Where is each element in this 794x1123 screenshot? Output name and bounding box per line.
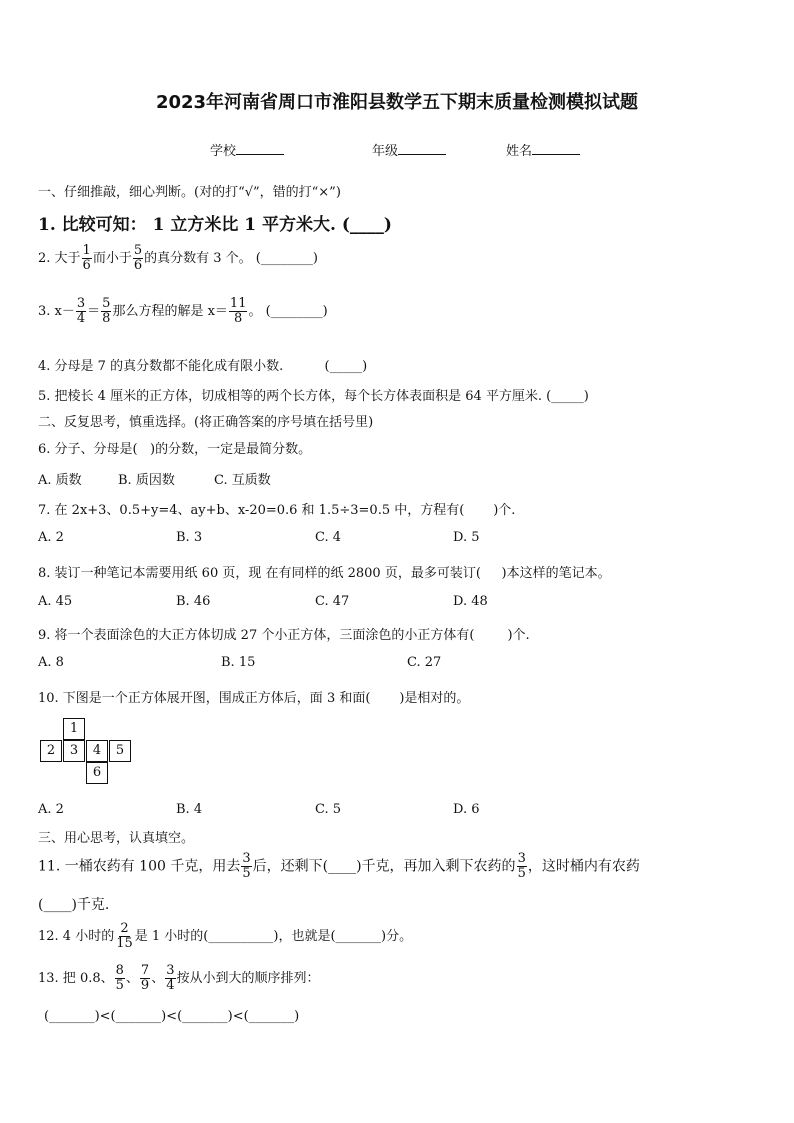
question-7: 7. 在 2x+3、0.5+y=4、ay+b、x-20=0.6 和 1.5÷3=0.5 中，方程有( )个.	[38, 503, 516, 518]
q10-option-b[interactable]: B. 4	[176, 802, 203, 817]
q11-f2-num: 3	[517, 851, 526, 866]
grade-label: 年级	[372, 144, 399, 159]
question-10: 10. 下图是一个正方体展开图，围成正方体后，面 3 和面( )是相对的。	[38, 691, 470, 706]
school-label: 学校	[210, 144, 237, 159]
q13-f2-num: 7	[140, 963, 150, 978]
q8-option-a[interactable]: A. 45	[38, 594, 73, 609]
q3-f2-den: 8	[102, 311, 111, 326]
page-title: 2023年河南省周口市淮阳县数学五下期末质量检测模拟试题	[155, 92, 639, 113]
q3-fraction-3	[229, 297, 248, 326]
q13-f3-den: 4	[166, 978, 175, 993]
q2-text-c: 的真分数有 3 个。 (________)	[144, 251, 318, 266]
question-3	[38, 297, 328, 326]
question-2	[38, 244, 318, 273]
q13-fraction-3	[165, 964, 175, 993]
net-face-2: 2	[40, 740, 62, 762]
q6-option-c[interactable]: C. 互质数	[214, 473, 271, 488]
question-8: 8. 装订一种笔记本需要用纸 60 页，现 在有同样的纸 2800 页，最多可装订( )本这样的笔记本。	[38, 566, 611, 581]
q11-f2-den: 5	[517, 866, 526, 881]
question-4: 4. 分母是 7 的真分数都不能化成有限小数. (_____)	[38, 359, 368, 374]
q13-sep-2: 、	[151, 971, 165, 986]
q6-option-a[interactable]: A. 质数	[38, 473, 82, 488]
q11-fraction-2	[517, 852, 527, 881]
q12-f-den: 15	[116, 936, 133, 951]
name-blank[interactable]	[532, 142, 580, 155]
q11-fraction-1	[241, 852, 251, 881]
q13-f1-num: 8	[115, 963, 124, 978]
grade-field	[372, 140, 446, 159]
q12-fraction	[115, 922, 134, 951]
q13-f2-den: 9	[140, 978, 150, 993]
q2-f2-num: 5	[133, 243, 143, 258]
q6-option-b[interactable]: B. 质因数	[118, 473, 175, 488]
q8-option-b[interactable]: B. 46	[176, 594, 211, 609]
q13-sep-1: 、	[125, 971, 139, 986]
q7-option-b[interactable]: B. 3	[176, 530, 203, 545]
q3-fraction-2	[101, 297, 111, 326]
q13-answer-line: (_______)<(_______)<(_______)<(_______)	[44, 1009, 300, 1024]
q3-text-c: 那么方程的解是 x＝	[112, 304, 228, 319]
q7-option-d[interactable]: D. 5	[453, 530, 480, 545]
q3-f3-den: 8	[234, 311, 243, 326]
q3-f3-num: 11	[229, 296, 247, 311]
q13-fraction-2	[140, 964, 150, 993]
school-field	[210, 140, 284, 159]
question-11-cont: (____)千克.	[38, 897, 110, 913]
net-face-6: 6	[86, 762, 108, 784]
q11-text-a: 11. 一桶农药有 100 千克，用去	[38, 858, 241, 875]
question-13	[38, 964, 320, 993]
cube-net-diagram	[40, 718, 140, 788]
question-12	[38, 922, 412, 951]
q12-text-a: 12. 4 小时的	[38, 929, 115, 944]
question-11	[38, 852, 640, 881]
q3-text-a: 3. x－	[38, 304, 75, 319]
q12-text-b: 是 1 小时的(__________)，也就是(_______)分。	[134, 929, 413, 944]
q2-f1-den: 6	[82, 258, 91, 273]
net-face-1: 1	[63, 718, 85, 740]
q13-f1-den: 5	[115, 978, 124, 993]
q3-text-d: 。 (________)	[248, 304, 328, 319]
q2-text-b: 而小于	[92, 251, 132, 266]
section-3-heading: 三、用心思考，认真填空。	[38, 831, 195, 846]
q9-option-a[interactable]: A. 8	[38, 655, 64, 670]
section-2-heading: 二、反复思考，慎重选择。(将正确答案的序号填在括号里)	[38, 415, 374, 430]
q3-fraction-1	[76, 297, 86, 326]
q3-f2-num: 5	[102, 296, 111, 311]
section-1-heading: 一、仔细推敲，细心判断。(对的打“√”，错的打“×”)	[38, 185, 341, 200]
q12-f-num: 2	[120, 921, 129, 936]
net-face-3: 3	[63, 740, 85, 762]
q13-fraction-1	[115, 964, 125, 993]
q13-text-a: 13. 把 0.8、	[38, 971, 114, 986]
q13-f3-num: 3	[166, 963, 175, 978]
q2-fraction-2	[133, 244, 143, 273]
q9-option-c[interactable]: C. 27	[407, 655, 442, 670]
net-face-4: 4	[86, 740, 108, 762]
school-blank[interactable]	[236, 142, 284, 155]
q11-f1-den: 5	[242, 866, 251, 881]
q9-option-b[interactable]: B. 15	[221, 655, 256, 670]
q11-f1-num: 3	[242, 851, 251, 866]
q13-text-b: 按从小到大的顺序排列：	[176, 971, 320, 986]
q7-option-a[interactable]: A. 2	[38, 530, 64, 545]
q8-option-d[interactable]: D. 48	[453, 594, 488, 609]
net-face-5: 5	[109, 740, 131, 762]
q3-f1-num: 3	[76, 296, 86, 311]
q11-text-b: 后，还剩下(____)千克，再加入剩下农药的	[252, 858, 516, 875]
q8-option-c[interactable]: C. 47	[315, 594, 350, 609]
q2-f1-num: 1	[82, 243, 91, 258]
q11-text-c: ，这时桶内有农药	[527, 858, 640, 875]
q3-f1-den: 4	[76, 311, 86, 326]
question-1: 1. 比较可知： 1 立方米比 1 平方米大. (____)	[38, 215, 392, 235]
name-field	[506, 140, 580, 159]
q10-option-a[interactable]: A. 2	[38, 802, 64, 817]
question-5: 5. 把棱长 4 厘米的正方体，切成相等的两个长方体，每个长方体表面积是 64 平方厘米. (_____)	[38, 389, 589, 404]
grade-blank[interactable]	[398, 142, 446, 155]
question-9: 9. 将一个表面涂色的大正方体切成 27 个小正方体，三面涂色的小正方体有( )个.	[38, 628, 530, 643]
q10-option-c[interactable]: C. 5	[315, 802, 342, 817]
q10-option-d[interactable]: D. 6	[453, 802, 480, 817]
q2-f2-den: 6	[133, 258, 143, 273]
name-label: 姓名	[506, 144, 533, 159]
q2-text-a: 2. 大于	[38, 251, 81, 266]
q3-text-b: ＝	[87, 304, 101, 319]
q7-option-c[interactable]: C. 4	[315, 530, 342, 545]
question-6: 6. 分子、分母是( )的分数，一定是最简分数。	[38, 442, 312, 457]
q2-fraction-1	[82, 244, 92, 273]
